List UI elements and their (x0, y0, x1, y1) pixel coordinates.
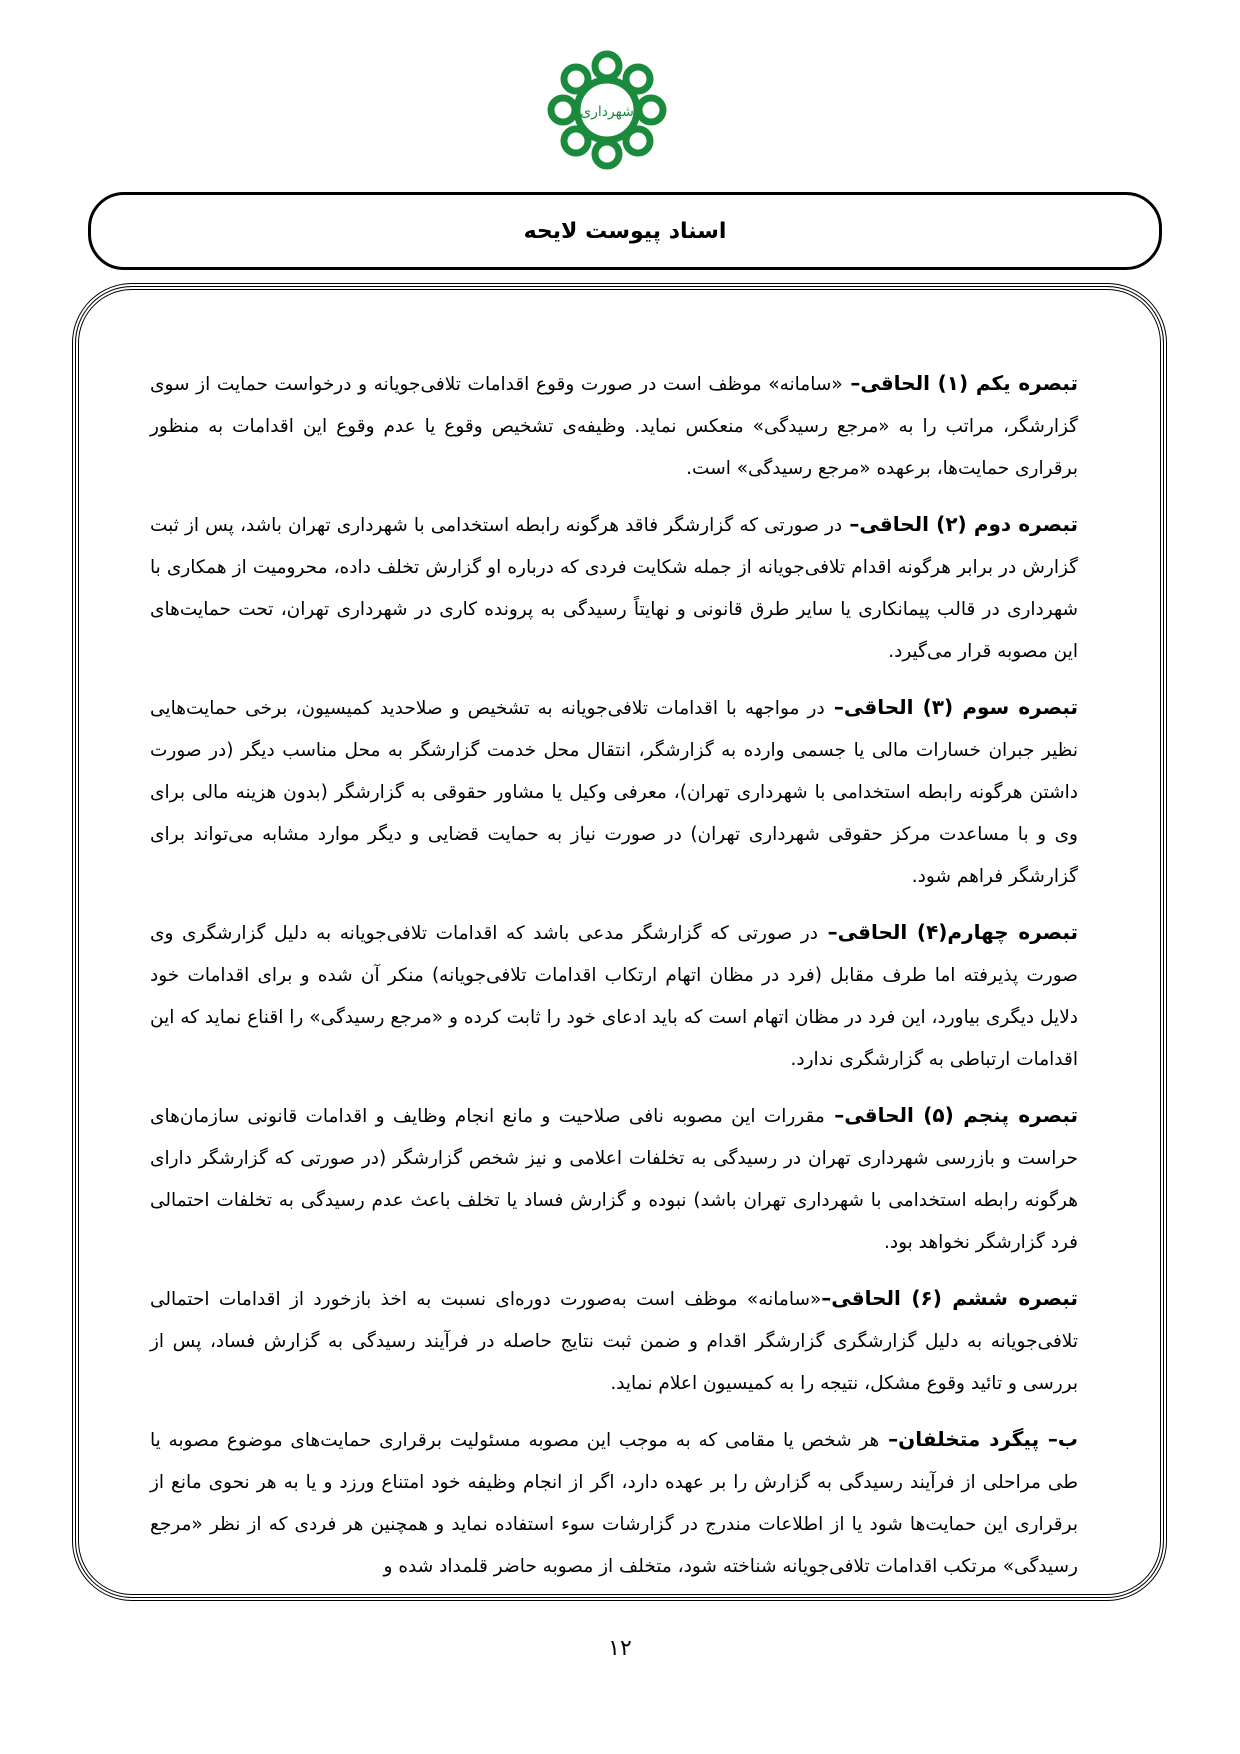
document-body (150, 362, 1078, 1601)
clause-heading: تبصره چهارم(۴) الحاقی– (817, 920, 1079, 944)
clause-text: «سامانه» موظف است به‌صورت دوره‌ای نسبت به اخذ بازخورد از اقدامات احتمالی تلافی‌جویانه به دلیل گزارشگری گزارشگر اقدام و ضمن ثبت نتایج حاصله در فرآیند رسیدگی به گزارش فساد، پس از بررسی و تائید وقوع مشکل، نتیجه را به کمیسیون اعلام نماید. (150, 1289, 1078, 1394)
clause-paragraph (150, 1094, 1078, 1264)
clause-heading: تبصره دوم (۲) الحاقی– (842, 512, 1079, 536)
clause-text: مقررات این مصوبه نافی صلاحیت و مانع انجام وظایف و اقدامات قانونی سازمان‌های حراست و بازرسی شهرداری تهران در رسیدگی به تخلفات اعلامی و نیز شخص گزارشگر (در صورتی که گزارشگر دارای هرگونه رابطه استخدامی با شهرداری تهران باشد) نبوده و گزارش فساد یا تخلف باعث عدم رسیدگی به تخلفات احتمالی فرد گزارشگر نخواهد بود. (150, 1106, 1078, 1253)
clause-heading: ب– پیگرد متخلفان– (879, 1427, 1078, 1451)
clause-heading: تبصره سوم (۳) الحاقی– (824, 695, 1078, 719)
clause-heading: تبصره یکم (۱) الحاقی– (842, 371, 1078, 395)
clause-paragraph (150, 503, 1078, 673)
tehran-municipality-logo (545, 48, 669, 172)
svg-text:شهرداری: شهرداری (580, 104, 634, 120)
page-title: اسناد پیوست لایحه (523, 218, 727, 244)
clause-heading: تبصره ششم (۶) الحاقی– (821, 1286, 1078, 1310)
clause-paragraph (150, 911, 1078, 1081)
title-box (88, 192, 1162, 270)
clause-paragraph (150, 362, 1078, 490)
clause-paragraph (150, 686, 1078, 898)
clause-text: هر شخص یا مقامی که به موجب این مصوبه مسئولیت برقراری حمایت‌های موضوع مصوبه یا طی مراحلی از فرآیند رسیدگی به گزارش را بر عهده دارد، اگر از انجام وظیفه خود امتناع ورزد و یا به هر نحوی مانع از برقراری این حمایت‌ها شود یا از اطلاعات مندرج در گزارشات سوء استفاده نماید و همچنین هر فردی که از نظر «مرجع رسیدگی» مرتکب اقدامات تلافی‌جویانه شناخته شود، متخلف از مصوبه حاضر قلمداد شده و (150, 1430, 1078, 1577)
clause-text: در مواجهه با اقدامات تلافی‌جویانه به تشخیص و صلاحدید کمیسیون، برخی حمایت‌هایی نظیر جبران خسارات مالی یا جسمی وارده به گزارشگر، انتقال محل خدمت گزارشگر به محل مناسب دیگر (در صورت داشتن هرگونه رابطه استخدامی با شهرداری تهران)، معرفی وکیل یا مشاور حقوقی به گزارشگر (بدون هزینه مالی برای وی و با مساعدت مرکز حقوقی شهرداری تهران) در صورت نیاز به حمایت قضایی و دیگر موارد مشابه می‌تواند برای گزارشگر فراهم شود. (150, 698, 1078, 887)
clause-text: در صورتی که گزارشگر فاقد هرگونه رابطه استخدامی با شهرداری تهران باشد، پس از ثبت گزارش در برابر هرگونه اقدام تلافی‌جویانه از جمله شکایت فردی که درباره او گزارش تخلف داده، محرومیت از همکاری با شهرداری در قالب پیمانکاری یا سایر طرق قانونی و نهایتاً رسیدگی به پرونده کاری در شهرداری تهران، تحت حمایت‌های این مصوبه قرار می‌گیرد. (150, 515, 1078, 662)
clause-paragraph (150, 1418, 1078, 1588)
clause-heading: تبصره پنجم (۵) الحاقی– (824, 1103, 1079, 1127)
clause-text: در صورتی که گزارشگر مدعی باشد که اقدامات تلافی‌جویانه به دلیل گزارشگری وی صورت پذیرفته اما طرف مقابل (فرد در مظان اتهام ارتکاب اقدامات تلافی‌جویانه) منکر آن شده و برای اقدامات خود دلایل دیگری بیاورد، این فرد در مظان اتهام است که باید ادعای خود را ثابت کرده و «مرجع رسیدگی» را اقناع نماید که این اقدامات ارتباطی به گزارشگری ندارد. (150, 923, 1078, 1070)
page-number: ۱۲ (608, 1636, 632, 1661)
clause-text: «سامانه» موظف است در صورت وقوع اقدامات تلافی‌جویانه و درخواست حمایت از سوی گزارشگر، مراتب را به «مرجع رسیدگی» منعکس نماید. وظیفه‌ی تشخیص وقوع یا عدم وقوع این اقدامات به منظور برقراری حمایت‌ها، برعهده «مرجع رسیدگی» است. (150, 374, 1078, 479)
clause-paragraph (150, 1277, 1078, 1405)
